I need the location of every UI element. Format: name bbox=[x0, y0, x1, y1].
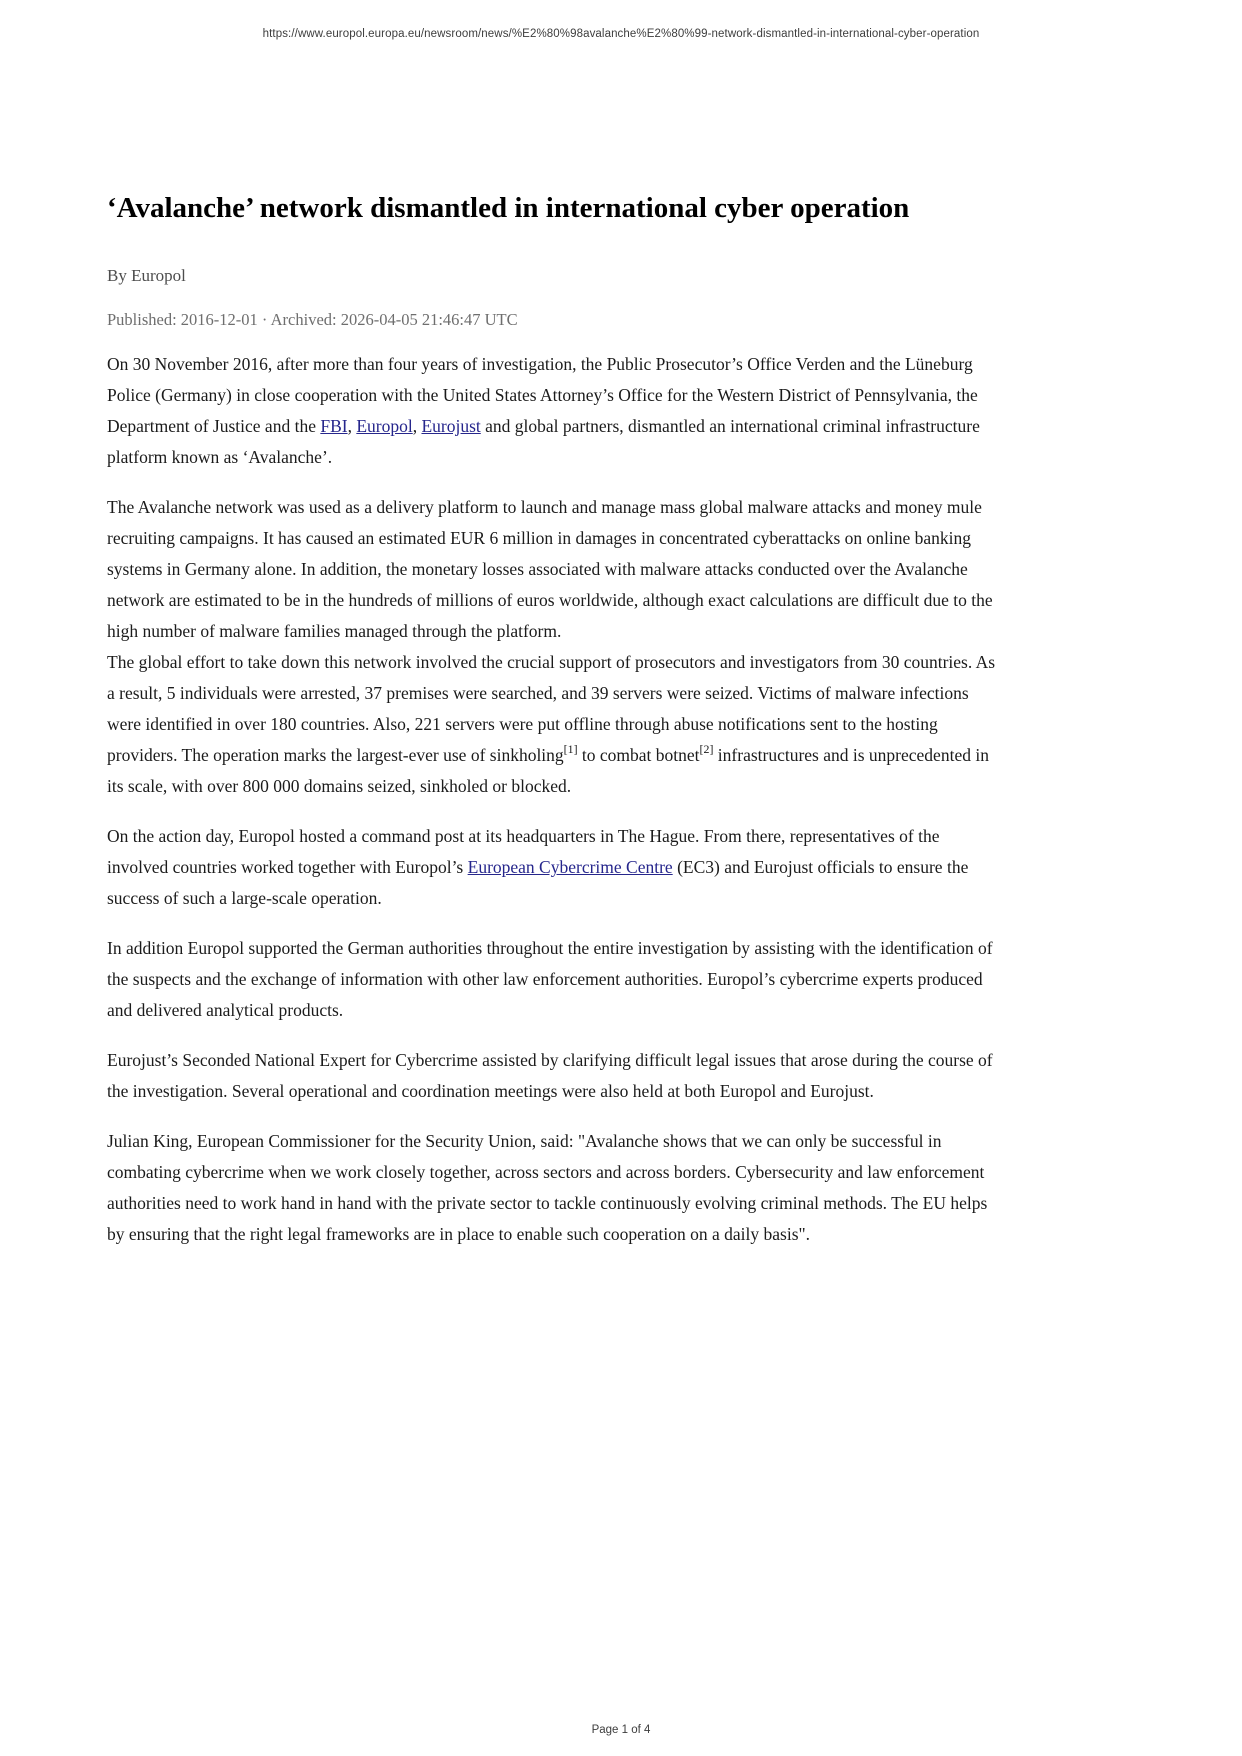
article-paragraph bbox=[107, 492, 1005, 647]
text-segment: , bbox=[347, 416, 357, 437]
publish-archive-meta: Published: 2016-12-01 · Archived: 2026-04-05 21:46:47 UTC bbox=[107, 310, 518, 330]
text-segment: The Avalanche network was used as a delivery platform to launch and manage mass global malware attacks and money mule recruiting campaigns. It has caused an estimated EUR 6 million in damages in concentrated cyberattacks on online banking systems in Germany alone. In addition, the monetary losses associated with malware attacks conducted over the Avalanche network are estimated to be in the hundreds of millions of euros worldwide, although exact calculations are difficult due to the high number of malware families managed through the platform. bbox=[107, 497, 993, 642]
text-segment: The global effort to take down this network involved the crucial support of prosecutors and investigators from 30 countries. As a result, 5 individuals were arrested, 37 premises were searched, and 39 servers were seized. Victims of malware infections were identified in over 180 countries. Also, 221 servers were put offline through abuse notifications sent to the hosting providers. The operation marks the largest-ever use of sinkholing bbox=[107, 652, 996, 766]
footnote-ref: [1] bbox=[563, 742, 578, 757]
text-segment: Julian King, European Commissioner for the Security Union, said: "Avalanche shows that we can only be successful in combating cybercrime when we work closely together, across sectors and across borders. Cybersecurity and law enforcement authorities need to work hand in hand with the private sector to tackle continuously evolving criminal methods. The EU helps by ensuring that the right legal frameworks are in place to enable such cooperation on a daily basis". bbox=[107, 1131, 988, 1245]
article-paragraph bbox=[107, 349, 1005, 473]
article-byline: By Europol bbox=[107, 266, 186, 286]
footnote-ref: [2] bbox=[699, 742, 714, 757]
article-paragraph bbox=[107, 821, 1005, 914]
article-paragraph bbox=[107, 647, 1005, 802]
text-segment: infrastructures and is unprecedented in its scale, with over 800 000 domains seized, sinkholed or blocked. bbox=[107, 745, 989, 797]
text-segment: On the action day, Europol hosted a command post at its headquarters in The Hague. From there, representatives of the involved countries worked together with Europol’s bbox=[107, 826, 940, 878]
article-link[interactable]: Europol bbox=[356, 416, 413, 437]
article-link[interactable]: European Cybercrime Centre bbox=[467, 857, 673, 878]
text-segment: In addition Europol supported the German authorities throughout the entire investigation by assisting with the identification of the suspects and the exchange of information with other law enforcement authorities. Europol’s cybercrime experts produced and delivered analytical products. bbox=[107, 938, 993, 1021]
text-segment: to combat botnet bbox=[577, 745, 700, 766]
text-segment: , bbox=[412, 416, 422, 437]
article-body bbox=[107, 349, 1005, 1250]
text-segment: On 30 November 2016, after more than four years of investigation, the Public Prosecutor’s Office Verden and the Lüneburg Police (Germany) in close cooperation with the United States Attorney’s Office for the Western District of Pennsylvania, the Department of Justice and the bbox=[107, 354, 978, 437]
article-paragraph bbox=[107, 1126, 1005, 1250]
page-number: Page 1 of 4 bbox=[591, 1724, 651, 1736]
text-segment: and global partners, dismantled an international criminal infrastructure platform known as ‘Avalanche’. bbox=[107, 416, 980, 468]
article-link[interactable]: Eurojust bbox=[421, 416, 481, 437]
article-title: ‘Avalanche’ network dismantled in international cyber operation bbox=[107, 192, 910, 224]
article-paragraph bbox=[107, 1045, 1005, 1107]
print-header-url: https://www.europol.europa.eu/newsroom/news/%E2%80%98avalanche%E2%80%99-network-dismantled-in-international-cyber-operation bbox=[262, 28, 980, 40]
text-segment: (EC3) and Eurojust officials to ensure the success of such a large-scale operation. bbox=[107, 857, 969, 909]
article-paragraph bbox=[107, 933, 1005, 1026]
article bbox=[107, 190, 1005, 1250]
article-link[interactable]: FBI bbox=[320, 416, 348, 437]
text-segment: Eurojust’s Seconded National Expert for Cybercrime assisted by clarifying difficult legal issues that arose during the course of the investigation. Several operational and coordination meetings were also held at both Europol and Eurojust. bbox=[107, 1050, 993, 1102]
